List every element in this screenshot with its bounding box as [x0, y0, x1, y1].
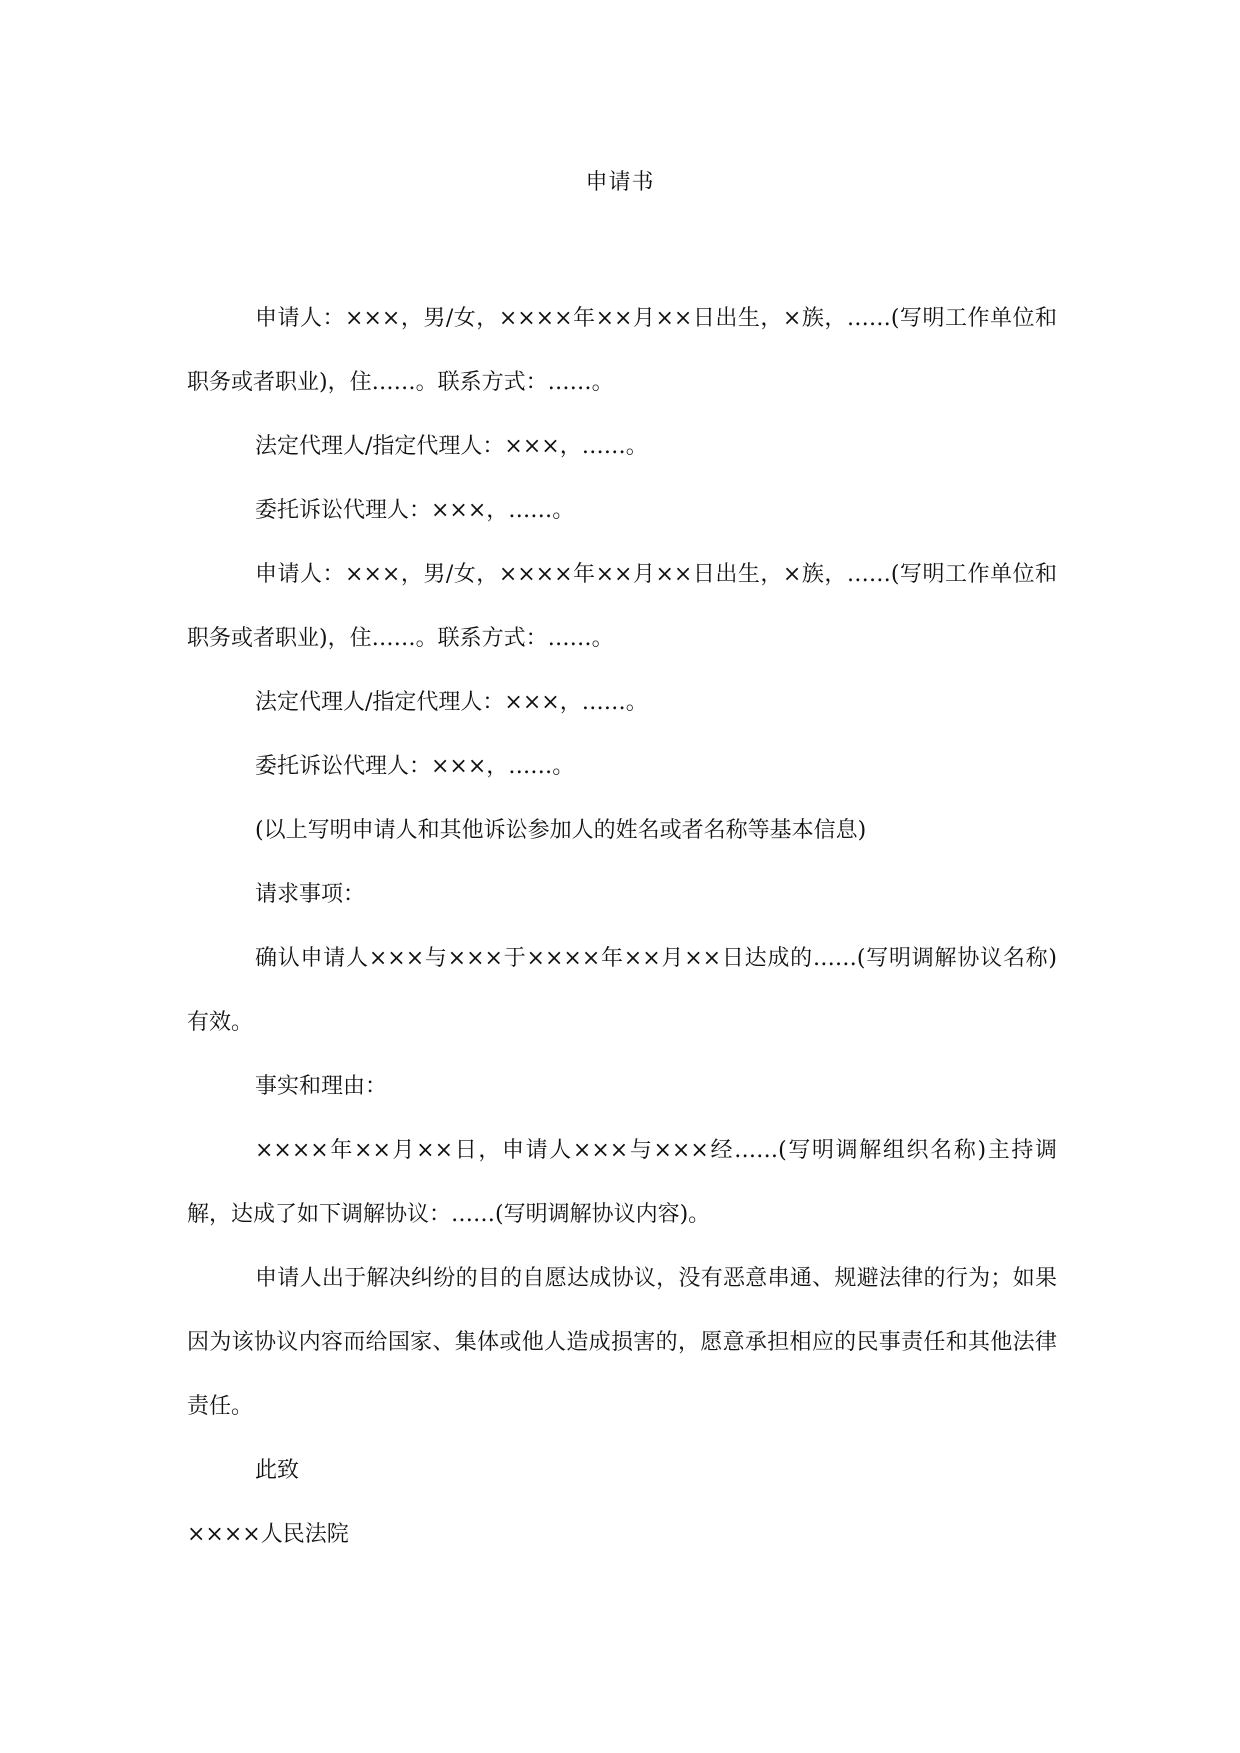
facts-content: ××××年××月××日，申请人×××与×××经……(写明调解组织名称)主持调解，达成了如下调解协议：……(写明调解协议内容)。 — [187, 1138, 1057, 1227]
court-addressee: ××××人民法院 — [187, 1522, 349, 1547]
claims-content: 确认申请人×××与×××于××××年××月××日达成的……(写明调解协议名称)有效。 — [187, 946, 1057, 1035]
participants-note: (以上写明申请人和其他诉讼参加人的姓名或者名称等基本信息) — [255, 818, 867, 843]
salutation: 此致 — [255, 1458, 300, 1483]
applicant-declaration: 申请人出于解决纠纷的目的自愿达成协议，没有恶意串通、规避法律的行为；如果因为该协议内容而给国家、集体或他人造成损害的，愿意承担相应的民事责任和其他法律责任。 — [187, 1266, 1057, 1419]
document-title: 申请书 — [585, 170, 655, 195]
applicant-2-legal-representative: 法定代理人/指定代理人：×××，……。 — [255, 690, 648, 715]
claims-heading: 请求事项： — [255, 882, 366, 907]
applicant-1-info: 申请人：×××，男/女，××××年××月××日出生，×族，……(写明工作单位和职务或者职业)，住……。联系方式：……。 — [187, 306, 1057, 395]
document-body — [187, 287, 1057, 1567]
applicant-2-entrusted-agent: 委托诉讼代理人：×××，……。 — [255, 754, 575, 779]
applicant-2-info: 申请人：×××，男/女，××××年××月××日出生，×族，……(写明工作单位和职务或者职业)，住……。联系方式：……。 — [187, 562, 1057, 651]
facts-heading: 事实和理由： — [255, 1074, 388, 1099]
applicant-1-entrusted-agent: 委托诉讼代理人：×××，……。 — [255, 498, 575, 523]
applicant-1-legal-representative: 法定代理人/指定代理人：×××，……。 — [255, 434, 648, 459]
